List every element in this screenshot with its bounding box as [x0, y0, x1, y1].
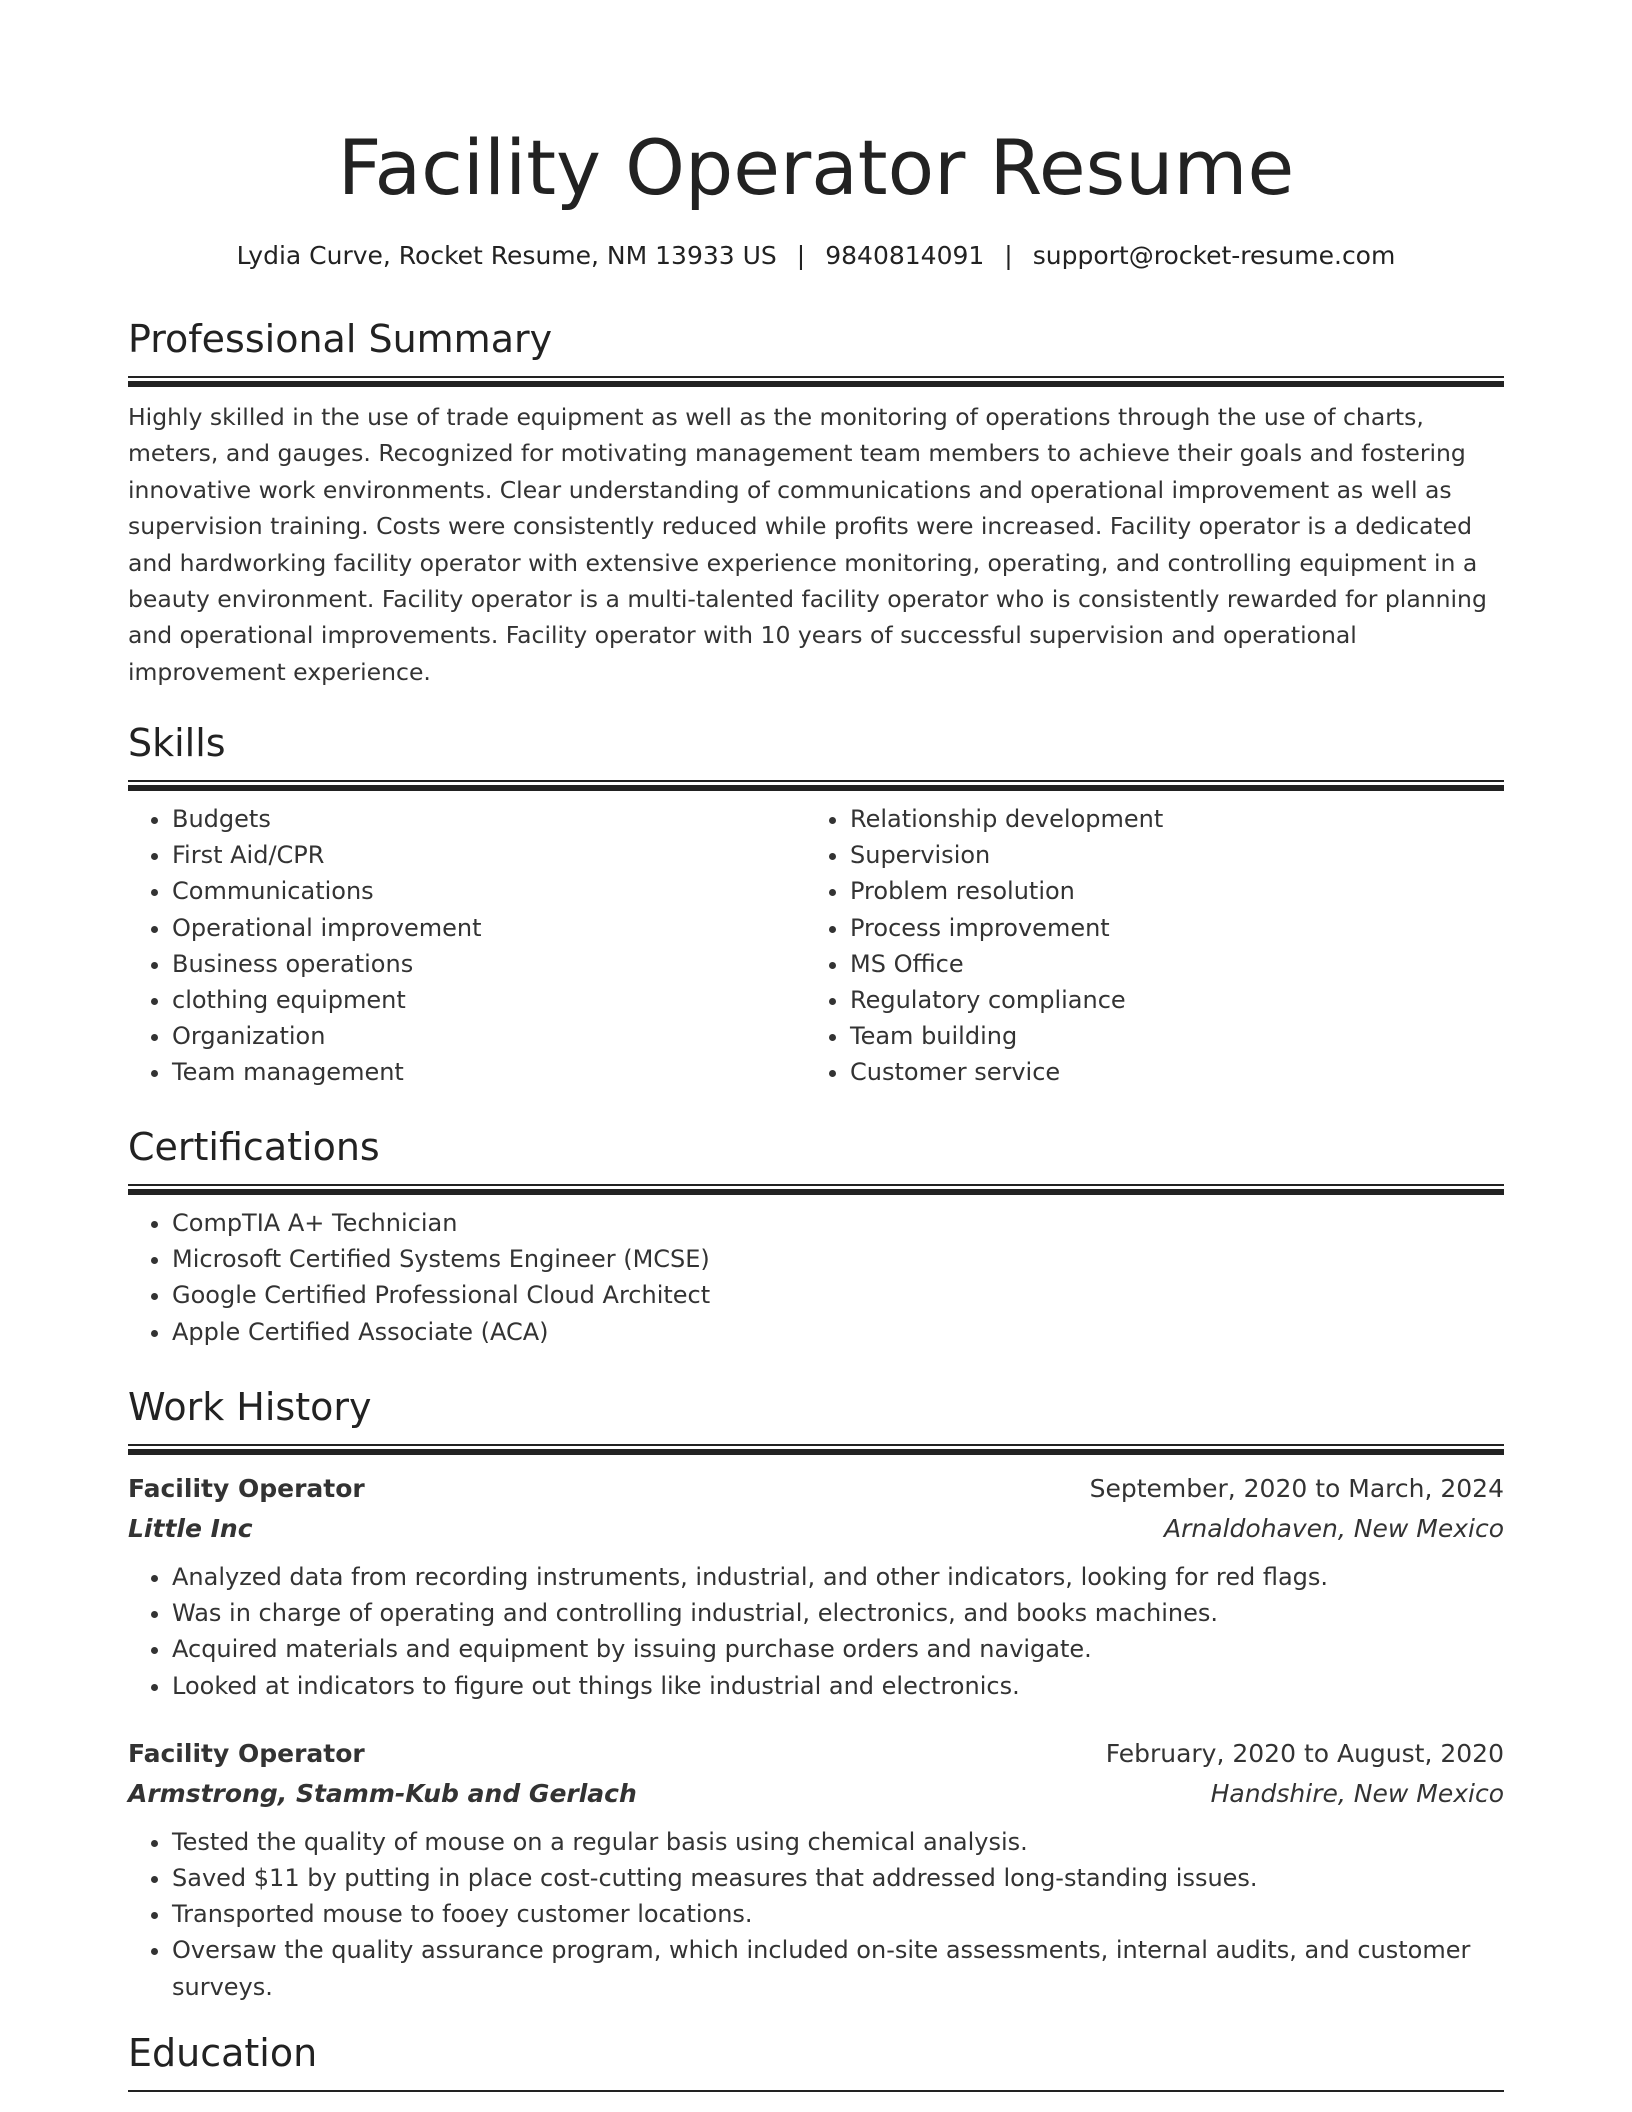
skill-item: • Regulatory compliance [850, 982, 1484, 1018]
skill-item: • Team building [850, 1018, 1484, 1054]
education-heading: Education [128, 2031, 318, 2075]
skill-item: • Team management [172, 1054, 806, 1090]
job-bullet: • Was in charge of operating and controlling industrial, electronics, and books machines. [172, 1595, 1504, 1631]
job-header-row [128, 1734, 1504, 1774]
job-bullets [128, 1824, 1504, 2005]
job-entry [128, 1734, 1504, 2005]
section-divider [128, 376, 1504, 387]
certification-item: • CompTIA A+ Technician [172, 1205, 1504, 1241]
job-bullet: • Oversaw the quality assurance program, which included on-site assessments, internal audits, and customer surveys. [172, 1932, 1504, 2004]
skill-item: • Communications [172, 873, 806, 909]
contact-separator: | [1004, 241, 1013, 270]
skill-item: • Process improvement [850, 910, 1484, 946]
skill-item: • Budgets [172, 801, 806, 837]
certifications-list [128, 1205, 1504, 1350]
skill-item: • MS Office [850, 946, 1484, 982]
job-bullet: • Looked at indicators to figure out things like industrial and electronics. [172, 1668, 1504, 1704]
job-company-row [128, 1774, 1504, 1814]
job-title: Facility Operator [128, 1474, 365, 1503]
skill-item: • Relationship development [850, 801, 1484, 837]
job-header-row [128, 1469, 1504, 1509]
job-location: Handshire, New Mexico [1210, 1778, 1504, 1808]
contact-email: support@rocket-resume.com [1032, 241, 1396, 270]
job-dates: February, 2020 to August, 2020 [1105, 1738, 1504, 1768]
job-company: Armstrong, Stamm-Kub and Gerlach [128, 1778, 637, 1808]
skill-item: • Problem resolution [850, 873, 1484, 909]
certification-item: • Microsoft Certified Systems Engineer (MCSE) [172, 1241, 1504, 1277]
certifications-heading: Certifications [128, 1125, 380, 1169]
education-section [128, 2028, 1504, 2094]
summary-text: Highly skilled in the use of trade equipment as well as the monitoring of operations through the use of charts, meters, and gauges. Recognized for motivating management team members to achieve their goals and fostering innovative work environments. Clear understanding of communications and operational improvement as well as supervision training. Costs were consistently reduced while profits were increased. Facility operator is a dedicated and hardworking facility operator with extensive experience monitoring, operating, and controlling equipment in a beauty environment. Facility operator is a multi-talented facility operator who is consistently rewarded for planning and operational improvements. Facility operator with 10 years of successful supervision and operational improvement experience. [128, 403, 1487, 686]
skill-item: • Operational improvement [172, 910, 806, 946]
skill-item: • Supervision [850, 837, 1484, 873]
contact-line [128, 238, 1504, 274]
summary-section [128, 314, 1504, 690]
work-history-heading: Work History [128, 1385, 372, 1429]
job-location: Arnaldohaven, New Mexico [1164, 1514, 1504, 1543]
section-divider [128, 1184, 1504, 1195]
skill-item: • Business operations [172, 946, 806, 982]
job-bullet: • Saved $11 by putting in place cost-cutting measures that addressed long-standing issues. [172, 1860, 1504, 1896]
skills-column-right [806, 801, 1484, 1091]
skill-item: • Customer service [850, 1054, 1484, 1090]
job-bullet: • Tested the quality of mouse on a regular basis using chemical analysis. [172, 1824, 1504, 1860]
certifications-section [128, 1122, 1504, 1350]
certification-item: • Apple Certified Associate (ACA) [172, 1314, 1504, 1350]
job-bullet: • Acquired materials and equipment by issuing purchase orders and navigate. [172, 1631, 1504, 1667]
contact-address: Lydia Curve, Rocket Resume, NM 13933 US [236, 241, 777, 270]
job-entry [128, 1469, 1504, 1704]
skill-item: • First Aid/CPR [172, 837, 806, 873]
job-bullets [128, 1559, 1504, 1704]
skills-grid [128, 801, 1504, 1091]
work-history-section [128, 1382, 1504, 2005]
job-company-row [128, 1509, 1504, 1549]
contact-phone: 9840814091 [825, 241, 985, 270]
resume-title: Facility Operator Resume [337, 123, 1295, 212]
job-bullet: • Transported mouse to fooey customer locations. [172, 1896, 1504, 1932]
contact-separator: | [796, 241, 806, 270]
job-dates: September, 2020 to March, 2024 [1089, 1474, 1504, 1503]
job-bullet: • Analyzed data from recording instruments, industrial, and other indicators, looking for red flags. [172, 1559, 1504, 1595]
section-divider [128, 1444, 1504, 1455]
section-divider [128, 2090, 1504, 2094]
skills-column-left [128, 801, 806, 1091]
section-divider [128, 780, 1504, 791]
skill-item: • Organization [172, 1018, 806, 1054]
certification-item: • Google Certified Professional Cloud Architect [172, 1277, 1504, 1313]
job-company: Little Inc [128, 1514, 253, 1543]
skills-heading: Skills [128, 721, 226, 765]
skills-section [128, 718, 1504, 1091]
skill-item: • clothing equipment [172, 982, 806, 1018]
job-title: Facility Operator [128, 1738, 365, 1768]
summary-heading: Professional Summary [128, 317, 553, 361]
